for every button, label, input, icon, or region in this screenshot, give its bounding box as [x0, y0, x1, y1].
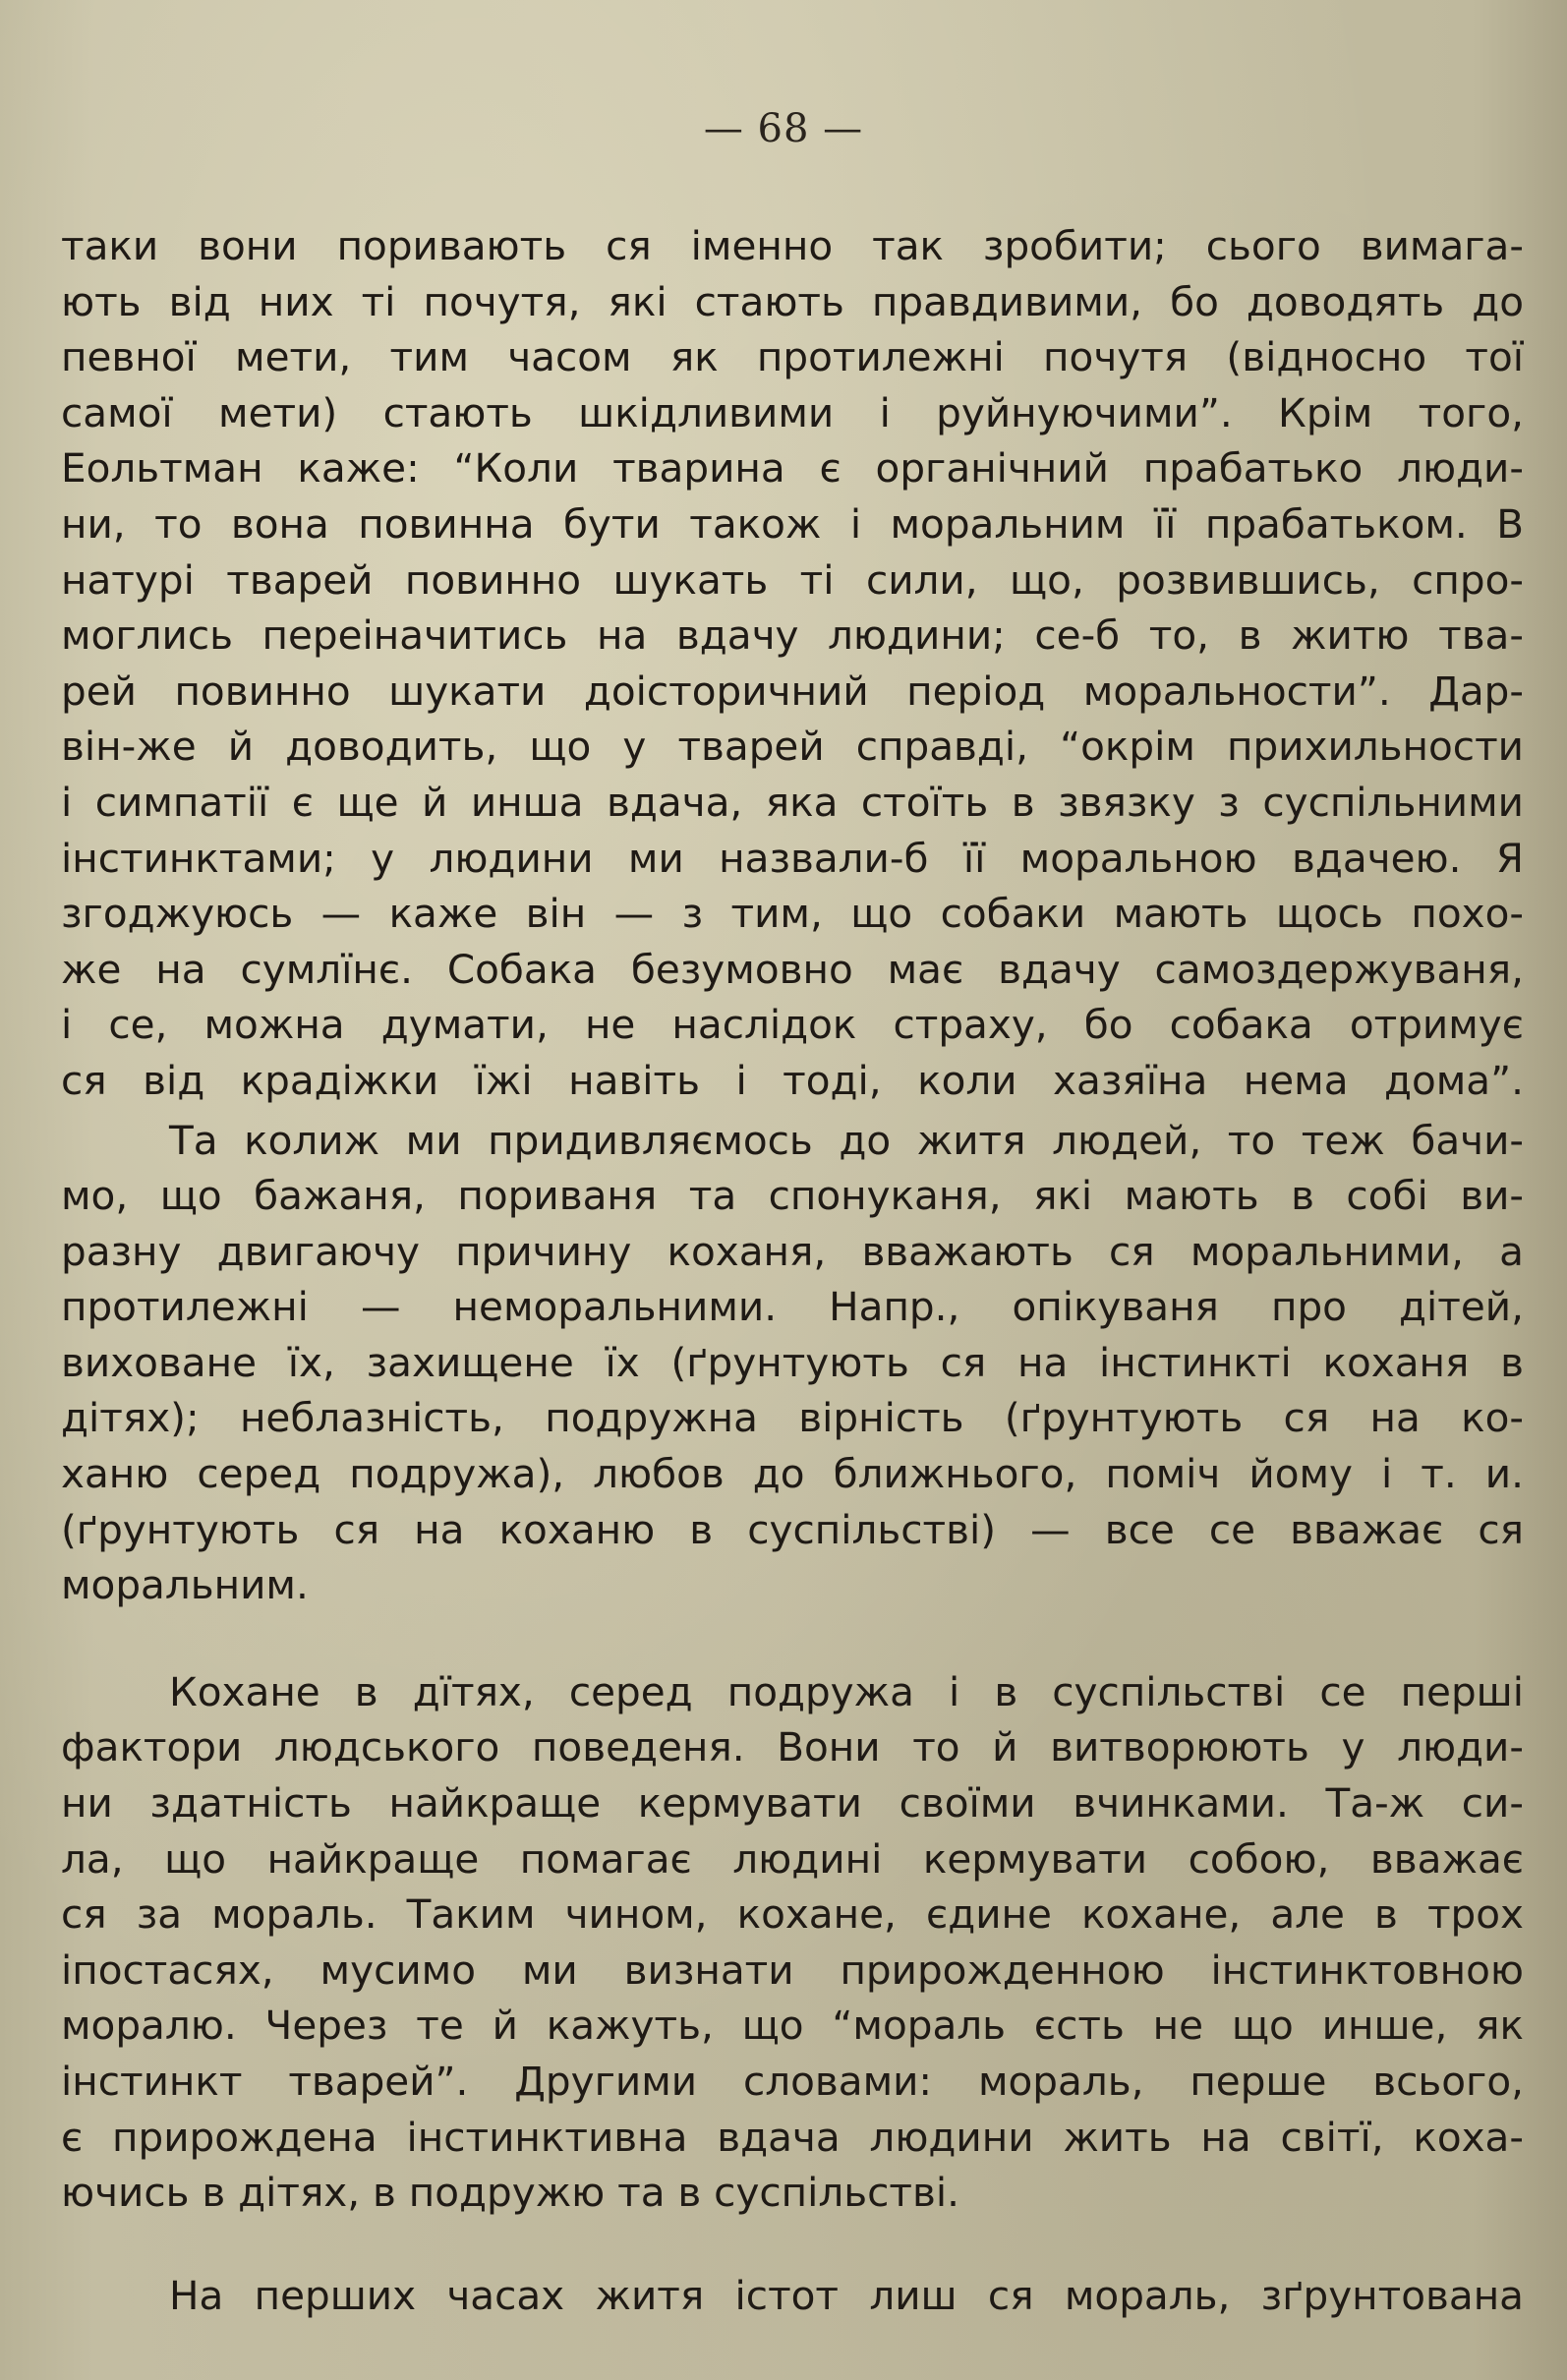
- text-line: ла, що найкраще помагає людині кермувати собою, вважає: [61, 1834, 1524, 1883]
- paragraph: [61, 2268, 1524, 2324]
- page-number: — 68 —: [703, 106, 864, 151]
- text-line: він-же й доводить, що у тварей справді, “окрім прихильности: [61, 723, 1524, 771]
- text-line: (ґрунтують ся на коханю в суспільстві) — все се вважає ся: [61, 1505, 1524, 1553]
- text-line: фактори людського поведеня. Вони то й витворюють у люди-: [61, 1723, 1524, 1771]
- text-line: На перших часах житя істот лиш ся мораль, зґрунтована: [169, 2271, 1524, 2319]
- text-line: самої мети) стають шкідливими і руйнуючими”. Крім того,: [61, 388, 1524, 436]
- text-line: моральним.: [61, 1561, 309, 1609]
- text-line: рей повинно шукати доісторичний період моральности”. Дар-: [61, 667, 1524, 715]
- text-line: ни здатність найкраще кермувати своїми вчинками. Та-ж си-: [61, 1779, 1524, 1828]
- text-line: Еольтман каже: “Коли тварина є органічний прабатько люди-: [61, 444, 1524, 493]
- text-line: є прирождена інстинктивна вдача людини жить на світї, коха-: [61, 2113, 1524, 2161]
- text-line: ся від крадіжки їжі навіть і тоді, коли хазяїна нема дома”.: [61, 1056, 1524, 1104]
- text-line: моглись переіначитись на вдачу людини; се-б то, в житю тва-: [61, 611, 1524, 660]
- paragraph: [61, 1664, 1524, 2221]
- paragraph: [61, 218, 1524, 1109]
- paragraph: [61, 1113, 1524, 1613]
- text-line: і се, можна думати, не наслідок страху, бо собака отримує: [61, 1001, 1524, 1049]
- text-line: інстинкт тварей”. Другими словами: мораль, перше всього,: [61, 2058, 1524, 2105]
- text-line: мо, що бажаня, пориваня та спонуканя, які мають в собі ви-: [61, 1172, 1524, 1220]
- text-line: ни, то вона повинна бути також і моральним її прабатьком. В: [61, 499, 1524, 548]
- text-line: ють від них ті почутя, які стають правдивими, бо доводять до: [61, 277, 1524, 325]
- text-line: таки вони поривають ся іменно так зробити; сього вимага-: [61, 222, 1524, 269]
- text-line: Кохане в дїтях, серед подружа і в суспільстві се перші: [169, 1667, 1524, 1715]
- text-line: ся за мораль. Таким чином, кохане, єдине кохане, але в трох: [61, 1890, 1524, 1939]
- text-line: ючись в дітях, в подружю та в суспільстві.: [61, 2169, 960, 2217]
- text-line: дітях); неблазність, подружна вірність (ґрунтують ся на ко-: [61, 1394, 1524, 1442]
- text-line: згоджуюсь — каже він — з тим, що собаки мають щось похо-: [61, 890, 1524, 938]
- body-text: [61, 218, 1524, 2323]
- text-line: іпостасях, мусимо ми визнати прирожденною інстинктовною: [61, 1945, 1524, 1994]
- text-line: ханю серед подружа), любов до ближнього, поміч йому і т. и.: [61, 1450, 1524, 1498]
- text-line: Та колиж ми придивляємось до житя людей, то теж бачи-: [169, 1116, 1524, 1164]
- text-line: виховане їх, захищене їх (ґрунтують ся на інстинкті коханя в: [61, 1338, 1524, 1386]
- text-line: моралю. Через те й кажуть, що “мораль єсть не що инше, як: [61, 2002, 1524, 2050]
- text-line: певної мети, тим часом як протилежні почутя (відносно тої: [61, 333, 1524, 381]
- text-line: разну двигаючу причину коханя, вважають ся моральними, а: [61, 1227, 1524, 1275]
- paragraph-gap: [61, 2221, 1524, 2268]
- text-line: же на сумлїнє. Собака безумовно має вдачу самоздержуваня,: [61, 945, 1524, 993]
- text-line: інстинктами; у людини ми назвали-б її моральною вдачею. Я: [61, 834, 1524, 882]
- text-line: і симпатії є ще й инша вдача, яка стоїть в звязку з суспільними: [61, 778, 1524, 826]
- text-line: натурі тварей повинно шукать ті сили, що, розвившись, спро-: [61, 555, 1524, 604]
- paragraph-gap: [61, 1613, 1524, 1664]
- text-line: протилежні — неморальними. Напр., опікуваня про дітей,: [61, 1283, 1524, 1331]
